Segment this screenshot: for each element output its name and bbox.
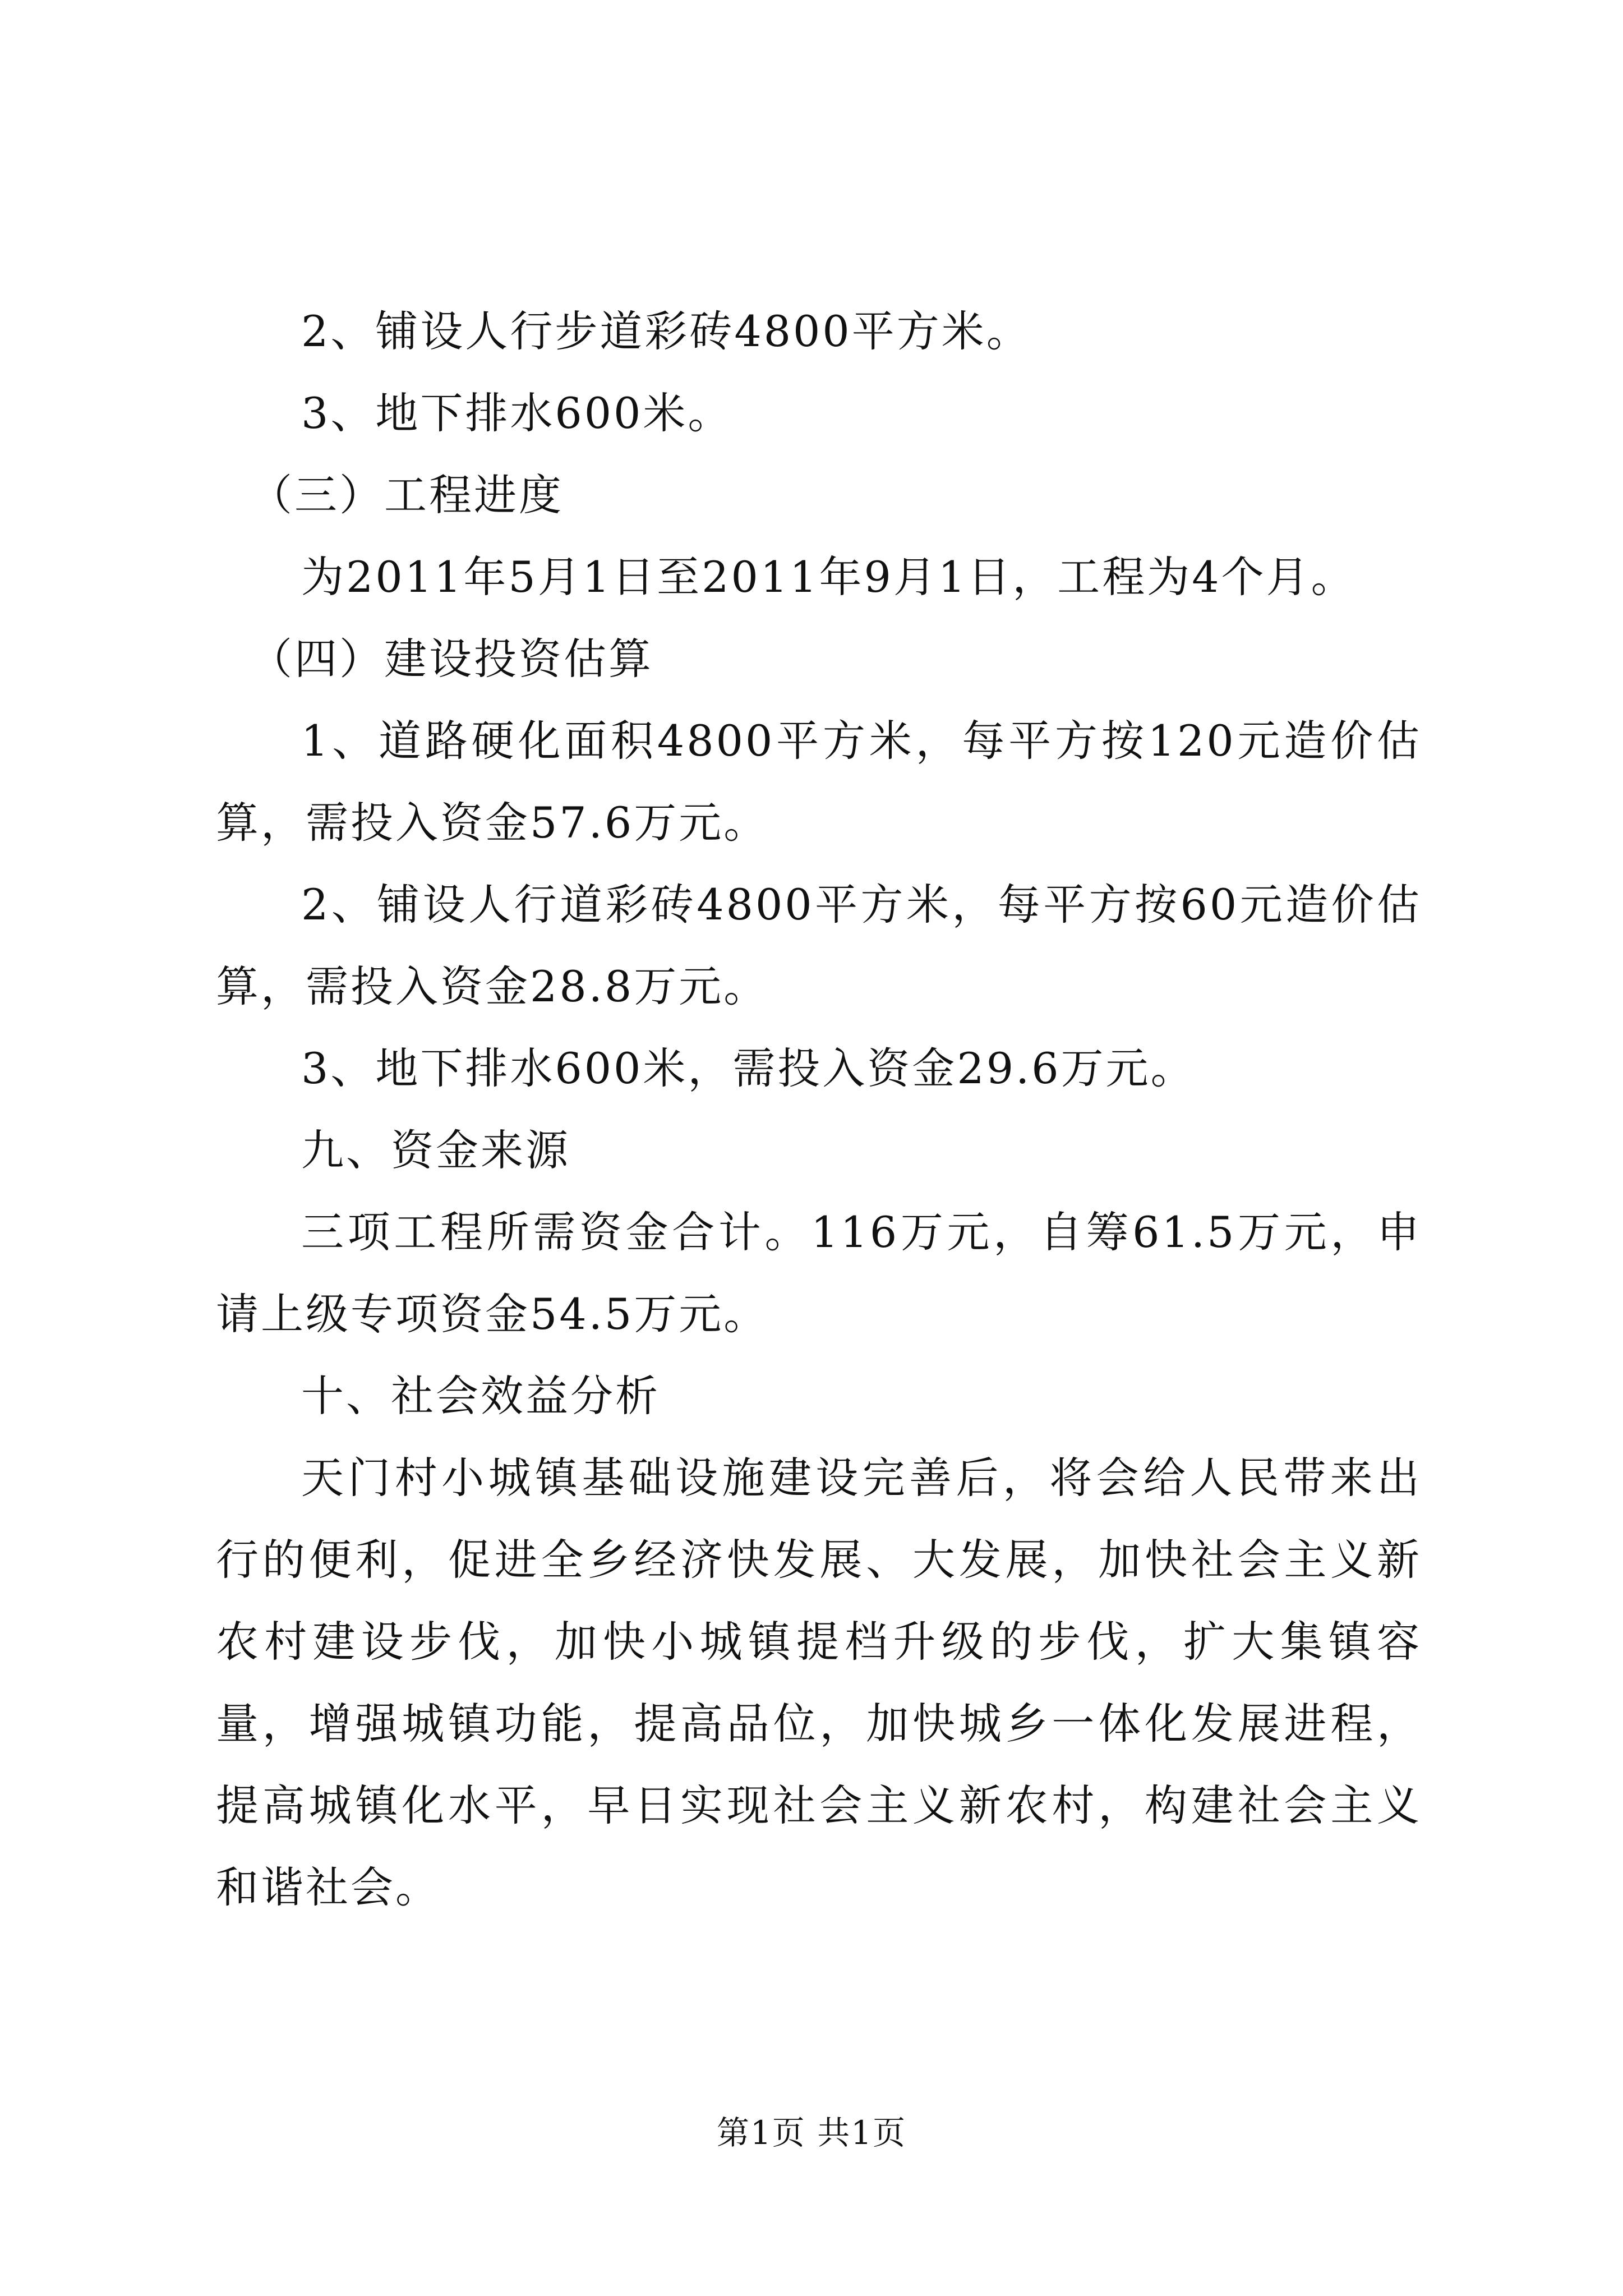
paragraph-funding-total: 三项工程所需资金合计。116万元，自筹61.5万元，申请上级专项资金54.5万元。 xyxy=(216,1207,1422,1339)
paragraph-item-2-paving-bricks: 2、铺设人行步道彩砖4800平方米。 xyxy=(301,306,1031,356)
paragraph-schedule-dates: 为2011年5月1日至2011年9月1日，工程为4个月。 xyxy=(301,552,1356,602)
document-body xyxy=(216,291,1422,1929)
paragraph-investment-drainage: 3、地下排水600米，需投入资金29.6万元。 xyxy=(301,1043,1196,1093)
paragraph-investment-road: 1、道路硬化面积4800平方米，每平方按120元造价估算，需投入资金57.6万元。 xyxy=(216,716,1422,848)
section-heading-funding-source: 九、资金来源 xyxy=(301,1125,570,1175)
paragraph-social-benefit: 天门村小城镇基础设施建设完善后，将会给人民带来出行的便利，促进全乡经济快发展、大发展，加快社会主义新农村建设步伐，加快小城镇提档升级的步伐，扩大集镇容量，增强城镇功能，提高品位，加快城乡一体化发展进程，提高城镇化水平，早日实现社会主义新农村，构建社会主义和谐社会。 xyxy=(216,1453,1422,1912)
page-footer xyxy=(0,2110,1623,2155)
section-heading-social-benefit: 十、社会效益分析 xyxy=(301,1371,660,1421)
section-heading-schedule: （三）工程进度 xyxy=(250,470,564,520)
paragraph-item-3-drainage: 3、地下排水600米。 xyxy=(301,388,733,438)
section-heading-investment: （四）建设投资估算 xyxy=(250,634,653,684)
paragraph-investment-bricks: 2、铺设人行道彩砖4800平方米，每平方按60元造价估算，需投入资金28.8万元。 xyxy=(216,880,1422,1011)
page-number-label: 第1页 共1页 xyxy=(716,2114,907,2152)
